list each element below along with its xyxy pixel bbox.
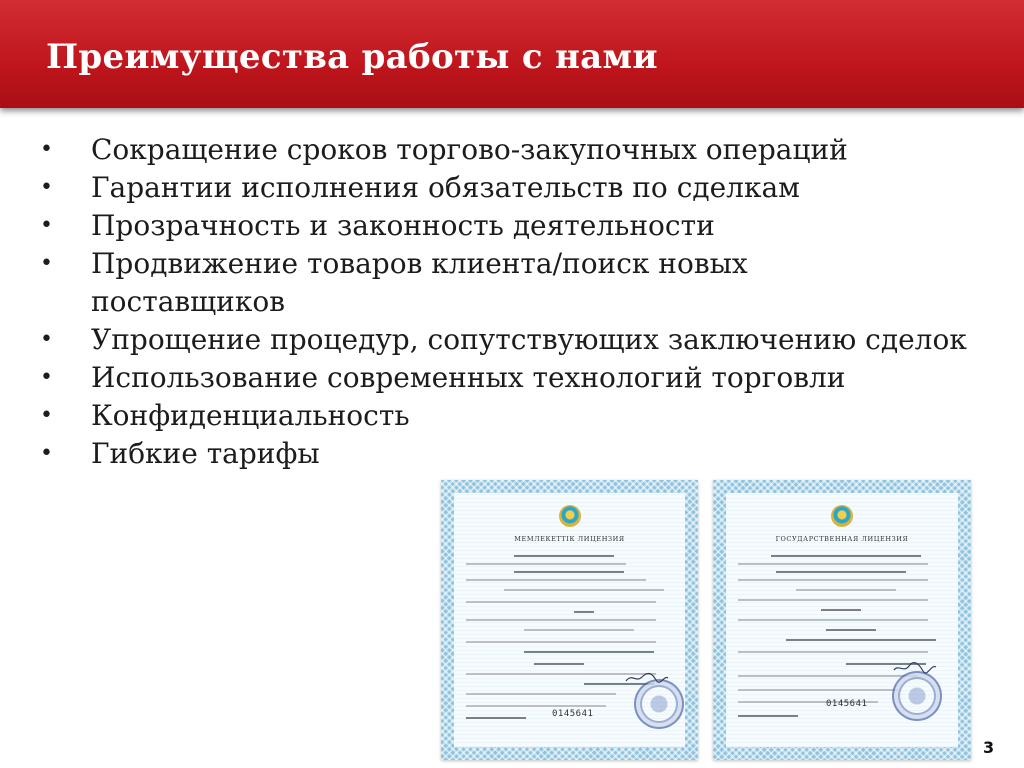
certificate-number: 0145641 [826,699,868,709]
signature-icon [624,671,670,685]
text-line [738,715,798,717]
bullet-item [38,321,1001,359]
text-line [466,693,616,695]
bullet-item [38,359,968,397]
bullet-dot-icon: • [40,327,53,352]
text-line [776,571,906,573]
text-line [821,609,861,611]
bullet-text: Сокращение сроков торгово-закупочных операций [91,133,848,166]
text-line [514,571,624,573]
text-line [786,639,936,641]
certificate-body [454,493,685,747]
certificate-heading: ГОСУДАРСТВЕННАЯ ЛИЦЕНЗИЯ [775,535,909,543]
bullet-item [38,397,968,435]
text-line [504,589,664,591]
license-certificate-kz [441,480,698,760]
bullet-item [38,207,968,245]
text-line [738,579,928,581]
text-line [826,629,876,631]
certificate-body [726,493,958,747]
text-line [771,555,921,557]
bullet-dot-icon: • [40,441,53,466]
license-certificate-ru [713,480,971,760]
bullet-dot-icon: • [40,251,53,276]
certificate-number: 0145641 [552,709,594,719]
text-line [514,555,614,557]
bullet-text: Продвижение товаров клиента/поиск новых поставщиков [91,247,748,318]
stamp-icon [634,679,684,729]
text-line [466,579,646,581]
title-bar [0,0,1024,108]
text-line [738,689,898,691]
bullet-dot-icon: • [40,365,53,390]
bullet-text: Упрощение процедур, сопутствующих заключению сделок [91,323,967,356]
bullet-text: Прозрачность и законность деятельности [91,209,715,242]
text-line [574,611,594,613]
bullet-item [38,131,968,169]
bullet-dot-icon: • [40,175,53,200]
text-line [796,589,896,591]
bullet-text: Гарантии исполнения обязательств по сделкам [91,171,800,204]
text-line [466,601,656,603]
text-line [738,651,928,653]
text-line [466,619,656,621]
text-line [738,675,918,677]
text-line [466,641,656,643]
emblem-icon [831,505,853,527]
text-line [466,705,606,707]
signature-icon [892,661,938,675]
bullet-item [38,245,891,321]
bullet-dot-icon: • [40,403,53,428]
bullet-item [38,169,968,207]
text-line [738,563,928,565]
emblem-icon [559,505,581,527]
bullet-text: Конфиденциальность [91,399,410,432]
text-line [466,717,526,719]
stamp-icon [892,671,942,721]
bullet-text: Гибкие тарифы [91,437,320,470]
bullet-text: Использование современных технологий торговли [91,361,846,394]
slide-title: Преимущества работы с нами [46,37,658,77]
text-line [738,619,928,621]
certificate-heading: МЕМЛЕКЕТТІК ЛИЦЕНЗИЯ [514,535,625,543]
text-line [524,629,634,631]
bullet-item [38,435,968,473]
bullet-dot-icon: • [40,213,53,238]
text-line [466,563,626,565]
text-line [524,651,654,653]
text-line [534,663,584,665]
bullet-list [38,131,968,473]
bullet-dot-icon: • [40,137,53,162]
text-line [738,599,928,601]
page-number: 3 [983,738,995,757]
